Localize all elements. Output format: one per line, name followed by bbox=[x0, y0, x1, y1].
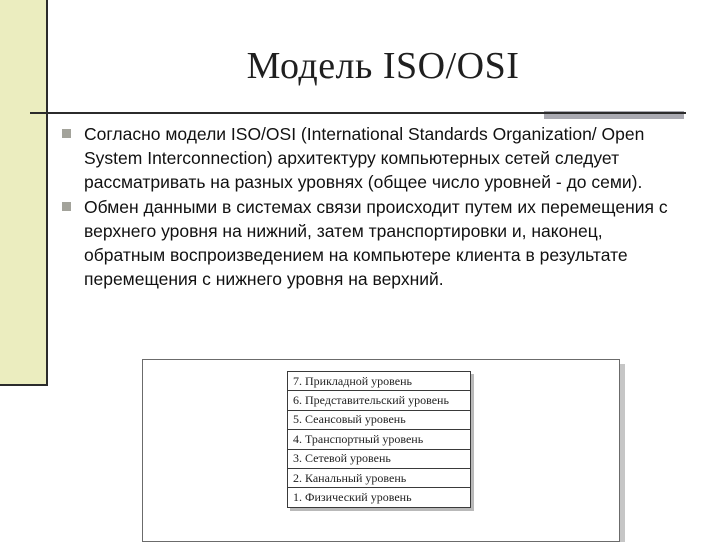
layer-row bbox=[288, 468, 471, 487]
layer-1-label: 1. Физический уровень bbox=[288, 488, 471, 507]
bullet-item-1 bbox=[62, 122, 682, 195]
layer-2-label: 2. Канальный уровень bbox=[288, 468, 471, 487]
layer-4-label: 4. Транспортный уровень bbox=[288, 430, 471, 449]
layer-6-label: 6. Представительский уровень bbox=[288, 391, 471, 410]
layer-3-label: 3. Сетевой уровень bbox=[288, 449, 471, 468]
bullet-text-1: Согласно модели ISO/OSI (International Standards Organization/ Open System Interconnection) архитектуру компьютерных сетей следует рассматривать на разных уровнях (общее число уровней - до семи). bbox=[84, 124, 645, 193]
left-decorative-bar bbox=[0, 0, 48, 386]
bullet-text-2: Обмен данными в системах связи происходит путем их перемещения с верхнего уровня на нижний, затем транспортировки и, наконец, обратным воспроизведением на компьютере клиента в результате перемещения с нижнего уровня на верхний. bbox=[84, 196, 668, 290]
square-bullet-icon bbox=[62, 129, 71, 138]
square-bullet-icon bbox=[62, 202, 71, 211]
layer-row bbox=[288, 372, 471, 391]
layer-7-label: 7. Прикладной уровень bbox=[288, 372, 471, 391]
bullet-item-2 bbox=[62, 195, 682, 292]
layer-row bbox=[288, 391, 471, 410]
slide-title: Модель ISO/OSI bbox=[246, 45, 520, 87]
layer-5-label: 5. Сеансовый уровень bbox=[288, 410, 471, 429]
layer-row bbox=[288, 488, 471, 507]
layer-row bbox=[288, 430, 471, 449]
bullet-list bbox=[62, 122, 682, 291]
title-rule bbox=[30, 112, 686, 114]
osi-layers-table bbox=[287, 371, 471, 508]
layer-row bbox=[288, 449, 471, 468]
osi-layers-figure bbox=[142, 359, 620, 542]
layer-row bbox=[288, 410, 471, 429]
